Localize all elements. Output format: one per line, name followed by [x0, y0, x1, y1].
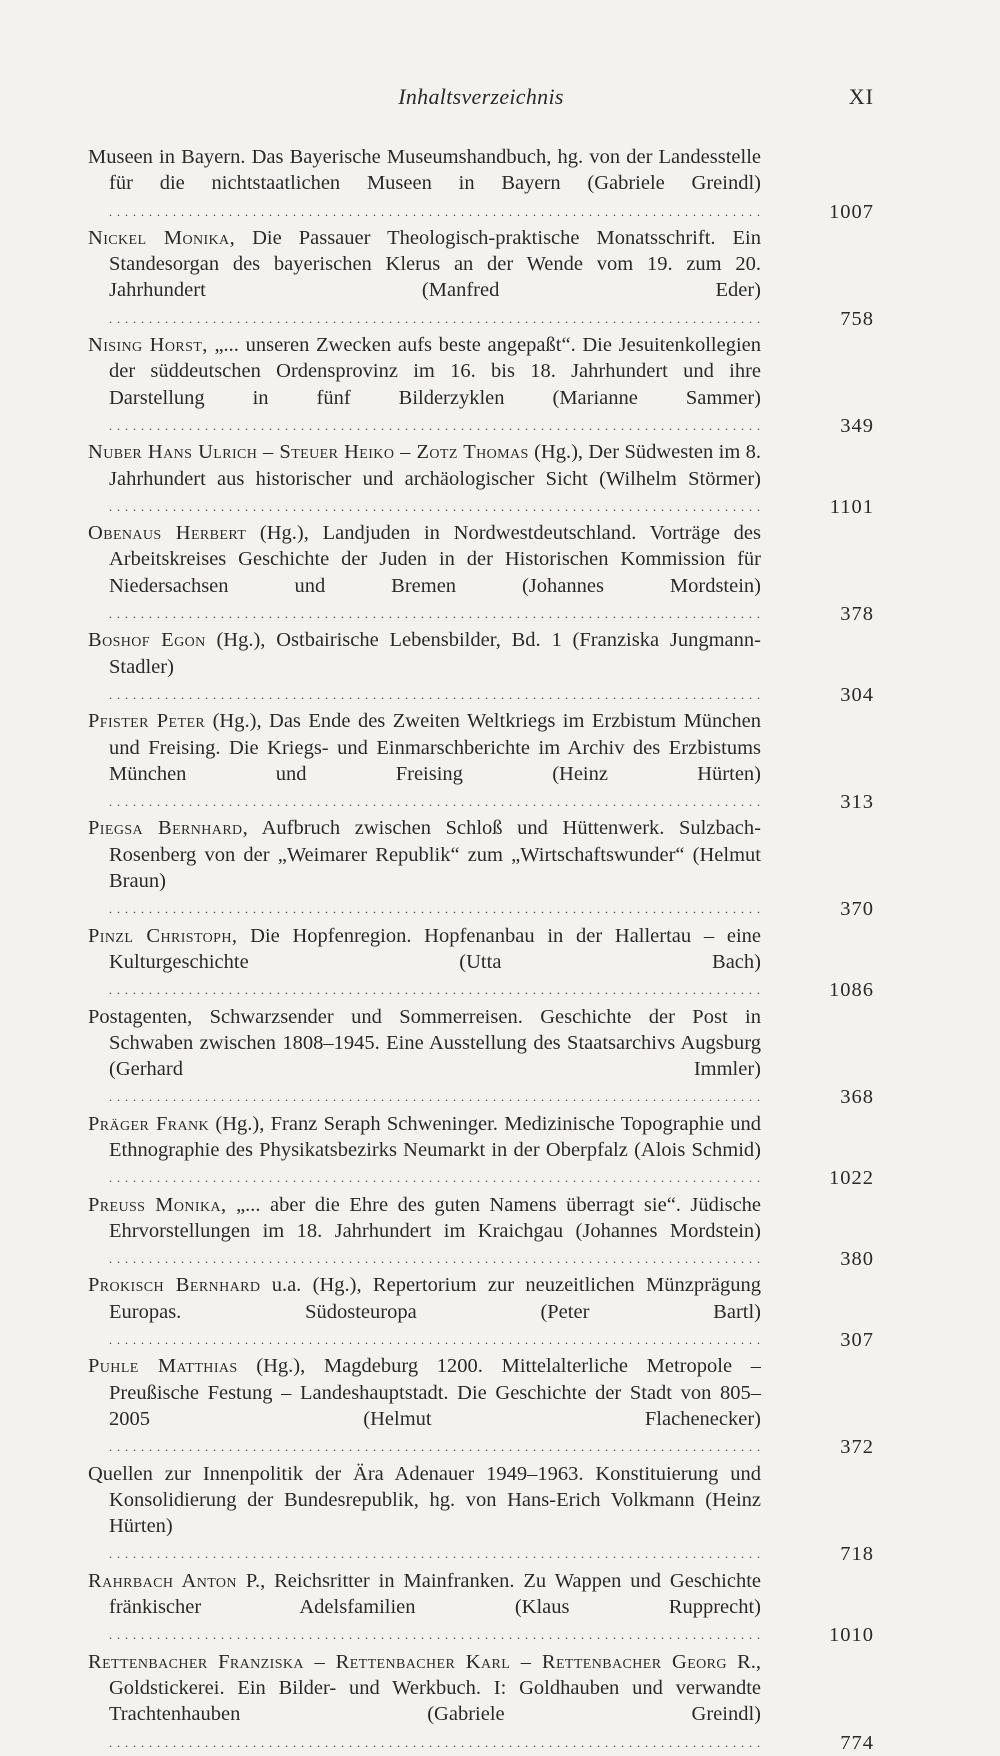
entry-text	[88, 144, 761, 225]
entry-title: (Hg.), Landjuden in Nordwestdeutschland. Vorträge des Arbeitskreises Geschichte der Juden in der Historischen Kommission für Niedersachsen und Bremen (Johannes Mordstein)	[109, 522, 761, 597]
entry-title: Die Passauer Theologisch-praktische Monatsschrift. Ein Standesorgan des bayerischen Klerus an der Wende vom 19. zum 20. Jahrhundert (Manfred Eder)	[109, 226, 761, 302]
entry-citation	[88, 334, 761, 435]
index-entry	[88, 815, 874, 922]
entry-citation	[88, 1570, 761, 1645]
entry-authors: Nuber Hans Ulrich – Steuer Heiko – Zotz Thomas	[88, 441, 529, 464]
entry-authors: Preuss Monika,	[88, 1193, 227, 1216]
entry-text	[88, 332, 761, 439]
entry-citation	[88, 1006, 761, 1107]
entry-authors: Pfister Peter	[88, 710, 206, 733]
entry-page-number: 370	[840, 898, 874, 921]
entry-authors: Rahrbach Anton	[88, 1569, 237, 1592]
entry-text	[88, 1461, 761, 1568]
entry-text	[88, 627, 761, 708]
page-number: XI	[848, 84, 874, 109]
entry-title: Museen in Bayern. Das Bayerische Museumshandbuch, hg. von der Landesstelle für die nichtstaatlichen Museen in Bayern (Gabriele Greindl)	[88, 146, 761, 195]
entry-text	[88, 708, 761, 815]
index-entry	[88, 225, 874, 332]
entry-title: Die Hopfenregion. Hopfenanbau in der Hallertau – eine Kulturgeschichte (Utta Bach)	[109, 924, 761, 973]
entry-title: „... unseren Zwecken aufs beste angepaßt“. Die Jesuitenkollegien der süddeutschen Ordensprovinz im 16. bis 18. Jahrhundert und ihre Darstellung in fünf Bilderzyklen (Marianne Sammer)	[109, 334, 761, 409]
entry-title: (Hg.), Das Ende des Zweiten Weltkriegs im Erzbistum München und Freising. Die Kriegs- und Einmarschberichte im Archiv des Erzbistums München und Freising (Heinz Hürten)	[109, 710, 761, 785]
entry-title: (Hg.), Ostbairische Lebensbilder, Bd. 1 (Franziska Jungmann-Stadler)	[109, 629, 761, 678]
index-entry	[88, 1353, 874, 1460]
entry-text	[88, 923, 761, 1004]
entry-page-number: 1101	[829, 495, 874, 518]
entry-page-number: 368	[840, 1086, 874, 1109]
entry-citation	[88, 146, 761, 221]
index-entry	[88, 1461, 874, 1568]
entry-text	[88, 1568, 761, 1649]
entry-title: (Hg.), Der Südwesten im 8. Jahrhundert aus historischer und archäologischer Sicht (Wilhelm Störmer)	[109, 441, 761, 490]
entry-authors: Obenaus Herbert	[88, 522, 247, 545]
entry-authors: Boshof Egon	[88, 629, 206, 652]
entry-citation	[88, 1463, 761, 1564]
entry-citation	[88, 1113, 761, 1188]
index-entry	[88, 627, 874, 708]
entry-text	[88, 225, 761, 332]
entry-title: „... aber die Ehre des guten Namens überragt sie“. Jüdische Ehrvorstellungen im 18. Jahrhundert im Kraichgau (Johannes Mordstein)	[109, 1193, 761, 1242]
entry-title: R., Goldstickerei. Ein Bilder- und Werkbuch. I: Goldhauben und verwandte Trachtenhauben (Gabriele Greindl)	[109, 1650, 761, 1726]
entry-title: (Hg.), Magdeburg 1200. Mittelalterliche Metropole – Preußische Festung – Landeshauptstadt. Die Geschichte der Stadt von 805–2005 (Helmut Flachenecker)	[109, 1355, 761, 1430]
entry-citation	[88, 227, 761, 328]
index-entry	[88, 1111, 874, 1192]
entry-citation	[88, 1651, 761, 1752]
entry-page-number: 378	[840, 603, 874, 626]
index-entry	[88, 923, 874, 1004]
entry-authors: Puhle Matthias	[88, 1355, 238, 1378]
entry-page-number: 1086	[829, 979, 874, 1002]
index-entry	[88, 144, 874, 225]
entry-page-number: 1010	[829, 1624, 874, 1647]
entry-title: Aufbruch zwischen Schloß und Hüttenwerk. Sulzbach-Rosenberg von der „Weimarer Republik“ zum „Wirtschaftswunder“ (Helmut Braun)	[109, 817, 761, 893]
entry-page-number: 307	[840, 1329, 874, 1352]
entry-page-number: 1022	[829, 1167, 874, 1190]
entry-page-number: 758	[840, 307, 874, 330]
entry-text	[88, 1004, 761, 1111]
entry-title: P., Reichsritter in Mainfranken. Zu Wappen und Geschichte fränkischer Adelsfamilien (Klaus Rupprecht)	[109, 1569, 761, 1619]
index-entry	[88, 1004, 874, 1111]
entry-text	[88, 1192, 761, 1273]
entry-page-number: 304	[840, 683, 874, 706]
entry-citation	[88, 1274, 761, 1349]
entry-citation	[88, 441, 761, 516]
entry-citation	[88, 1355, 761, 1456]
index-entry	[88, 708, 874, 815]
index-entry	[88, 439, 874, 520]
entry-text	[88, 1111, 761, 1192]
index-entry	[88, 1649, 874, 1756]
entry-title: u.a. (Hg.), Repertorium zur neuzeitlichen Münzprägung Europas. Südosteuropa (Peter Bartl)	[109, 1274, 761, 1323]
page-header	[88, 84, 874, 114]
entry-page-number: 372	[840, 1436, 874, 1459]
entry-text	[88, 1649, 761, 1756]
running-title: Inhaltsverzeichnis	[398, 84, 564, 109]
entry-title: Postagenten, Schwarzsender und Sommerreisen. Geschichte der Post in Schwaben zwischen 1808–1945. Eine Ausstellung des Staatsarchivs Augsburg (Gerhard Immler)	[88, 1005, 761, 1081]
entry-authors: Nickel Monika,	[88, 226, 236, 249]
entry-page-number: 349	[840, 414, 874, 437]
entry-page-number: 774	[840, 1731, 874, 1754]
entry-citation	[88, 522, 761, 623]
entry-authors: Präger Frank	[88, 1112, 210, 1135]
entry-text	[88, 520, 761, 627]
index-entry	[88, 1272, 874, 1353]
entry-text	[88, 1353, 761, 1460]
index-entry	[88, 1568, 874, 1649]
index-entries	[88, 144, 874, 1756]
entry-text	[88, 439, 761, 520]
entry-authors: Piegsa Bernhard,	[88, 817, 249, 840]
entry-page-number: 313	[840, 791, 874, 814]
entry-citation	[88, 817, 761, 918]
entry-page-number: 1007	[829, 200, 874, 223]
entry-title: (Hg.), Franz Seraph Schweninger. Medizinische Topographie und Ethnographie des Physikatsbezirks Neumarkt in der Oberpfalz (Alois Schmid)	[109, 1112, 761, 1161]
entry-page-number: 380	[840, 1248, 874, 1271]
entry-citation	[88, 1194, 761, 1269]
entry-citation	[88, 629, 761, 704]
index-entry	[88, 332, 874, 439]
entry-citation	[88, 925, 761, 1000]
entry-authors: Pinzl Christoph,	[88, 924, 238, 947]
index-entry	[88, 520, 874, 627]
entry-text	[88, 1272, 761, 1353]
entry-citation	[88, 710, 761, 811]
entry-authors: Prokisch Bernhard	[88, 1274, 261, 1297]
entry-title: Quellen zur Innenpolitik der Ära Adenauer 1949–1963. Konstituierung und Konsolidierung der Bundesrepublik, hg. von Hans-Erich Volkmann (Heinz Hürten)	[88, 1462, 761, 1538]
entry-page-number: 718	[840, 1543, 874, 1566]
index-entry	[88, 1192, 874, 1273]
entry-authors: Nising Horst,	[88, 334, 208, 357]
entry-authors: Rettenbacher Franziska – Rettenbacher Karl – Rettenbacher Georg	[88, 1650, 727, 1673]
entry-text	[88, 815, 761, 922]
